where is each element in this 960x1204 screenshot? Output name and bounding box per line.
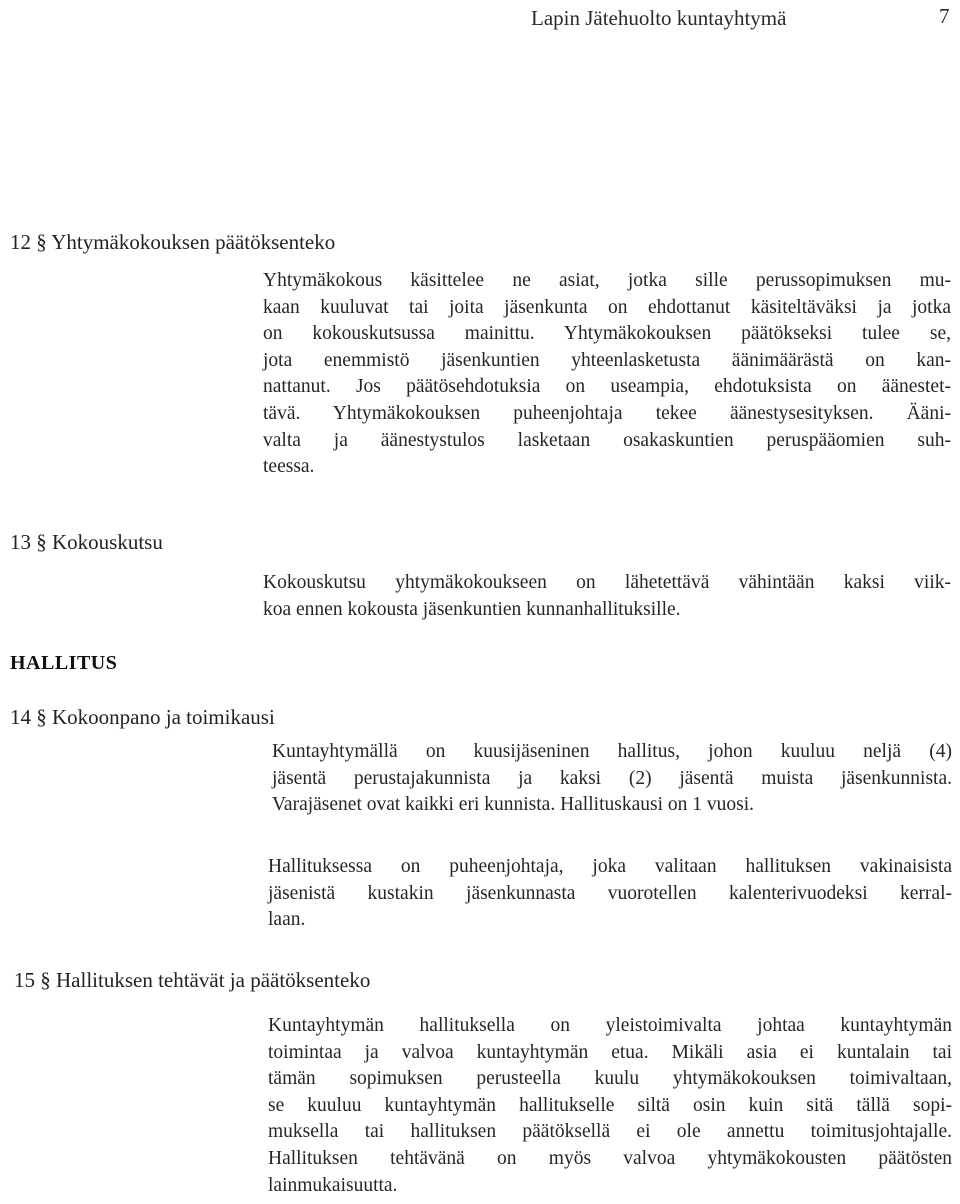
text-line: on kokouskutsussa mainittu. Yhtymäkokouksen päätökseksi tulee se, — [263, 323, 951, 345]
text-line: Kokouskutsu yhtymäkokoukseen on lähetettävä vähintään kaksi viik- — [263, 572, 951, 593]
text-line: toimintaa ja valvoa kuntayhtymän etua. Mikäli asia ei kuntalain tai — [268, 1041, 952, 1063]
text-line: laan. — [268, 909, 306, 931]
text-line: Varajäsenet ovat kaikki eri kunnista. Hallituskausi on 1 vuosi. — [272, 794, 754, 816]
text-line: Kuntayhtymällä on kuusijäseninen hallitus, johon kuuluu neljä (4) — [272, 741, 952, 762]
page-number: 7 — [939, 4, 950, 28]
text-line: lainmukaisuutta. — [268, 1174, 398, 1196]
text-line: Hallituksen tehtävänä on myös valvoa yhtymäkokousten päätösten — [268, 1147, 952, 1169]
text-line: tämän sopimuksen perusteella kuulu yhtymäkokouksen toimivaltaan, — [268, 1068, 952, 1090]
text-line: nattanut. Jos päätösehdotuksia on useampia, ehdotuksista on äänestet- — [263, 376, 951, 398]
text-line: teessa. — [263, 456, 315, 478]
hallitus-heading: HALLITUS — [10, 652, 118, 674]
text-line: jota enemmistö jäsenkuntien yhteenlasketusta äänimäärästä on kan- — [263, 349, 951, 371]
text-line: Hallituksessa on puheenjohtaja, joka valitaan hallituksen vakinaisista — [268, 856, 952, 877]
text-line: valta ja äänestystulos lasketaan osakaskuntien peruspääomien suh- — [263, 429, 951, 451]
section-14-heading: 14 § Kokoonpano ja toimikausi — [10, 705, 275, 729]
text-line: Yhtymäkokous käsittelee ne asiat, jotka sille perussopimuksen mu- — [263, 270, 951, 291]
section-15-paragraph — [268, 1013, 952, 1199]
section-12-paragraph — [263, 268, 951, 481]
text-line: muksella tai hallituksen päätöksellä ei ole annettu toimitusjohtajalle. — [268, 1121, 952, 1143]
section-14-paragraph-2 — [268, 854, 952, 934]
section-13-paragraph — [263, 570, 951, 623]
text-line: jäsentä perustajakunnista ja kaksi (2) jäsentä muista jäsenkunnista. — [272, 767, 952, 789]
text-line: koa ennen kokousta jäsenkuntien kunnanhallituksille. — [263, 598, 681, 620]
text-line: kaan kuuluvat tai joita jäsenkunta on ehdottanut käsiteltäväksi ja jotka — [263, 296, 951, 318]
text-line: se kuuluu kuntayhtymän hallitukselle siltä osin kuin sitä tällä sopi- — [268, 1094, 952, 1116]
page-header-title: Lapin Jätehuolto kuntayhtymä — [531, 6, 787, 30]
text-line: jäsenistä kustakin jäsenkunnasta vuorotellen kalenterivuodeksi kerral- — [268, 882, 952, 904]
text-line: tävä. Yhtymäkokouksen puheenjohtaja tekee äänestysesityksen. Ääni- — [263, 402, 951, 424]
section-15-heading: 15 § Hallituksen tehtävät ja päätöksenteko — [14, 968, 371, 992]
text-line: Kuntayhtymän hallituksella on yleistoimivalta johtaa kuntayhtymän — [268, 1015, 952, 1036]
section-14-paragraph-1 — [272, 739, 952, 819]
section-12-heading: 12 § Yhtymäkokouksen päätöksenteko — [10, 230, 336, 254]
section-13-heading: 13 § Kokouskutsu — [10, 530, 163, 554]
